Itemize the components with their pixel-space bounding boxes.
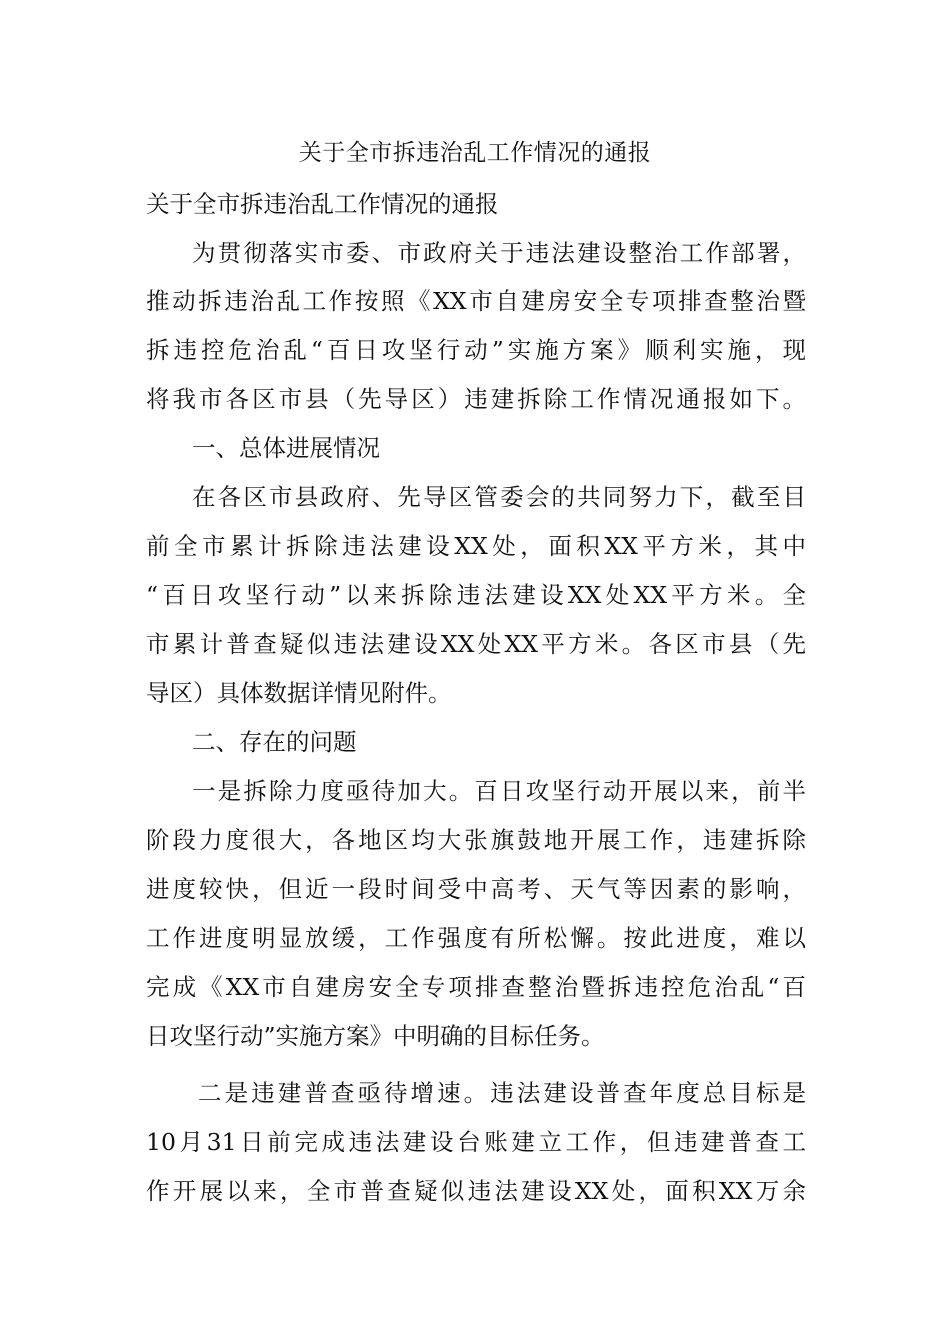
text-line: 将我市各区市县（先导区）违建拆除工作情况通报如下。 [146,385,806,413]
text-line: 一、总体进展情况 [192,434,380,462]
text-line: 在各区市县政府、先导区管委会的共同努力下，截至目 [192,483,806,511]
text-line: 完成《XX市自建房安全专项排查整治暨拆违控危治乱“百 [146,973,806,1001]
text-line: 导区）具体数据详情见附件。 [146,679,452,707]
text-line: 关于全市拆违治乱工作情况的通报 [146,190,499,218]
text-line: 二是违建普查亟待增速。违法建设普查年度总目标是 [198,1079,806,1107]
document-title: 关于全市拆违治乱工作情况的通报 [298,140,652,166]
text-line: 为贯彻落实市委、市政府关于违法建设整治工作部署， [192,239,806,267]
text-line: 拆违控危治乱“百日攻坚行动”实施方案》顺利实施，现 [146,336,806,364]
text-line: 工作进度明显放缓，工作强度有所松懈。按此进度，难以 [146,924,806,952]
text-line: 推动拆违治乱工作按照《XX市自建房安全专项排查整治暨 [146,287,806,315]
text-line: 日攻坚行动”实施方案》中明确的目标任务。 [146,1022,605,1050]
text-line: 前全市累计拆除违法建设XX处，面积XX平方米，其中 [146,532,806,560]
text-line: 二、存在的问题 [192,728,357,756]
text-line: 一是拆除力度亟待加大。百日攻坚行动开展以来，前半 [192,777,806,805]
text-line: 作开展以来，全市普查疑似违法建设XX处，面积XX万余 [146,1177,806,1205]
text-line: “百日攻坚行动”以来拆除违法建设XX处XX平方米。全 [146,581,806,609]
text-line: 进度较快，但近一段时间受中高考、天气等因素的影响， [146,875,806,903]
text-line: 10月31日前完成违法建设台账建立工作，但违建普查工 [146,1128,806,1156]
text-line: 市累计普查疑似违法建设XX处XX平方米。各区市县（先 [146,630,806,658]
text-line: 阶段力度很大，各地区均大张旗鼓地开展工作，违建拆除 [146,826,806,854]
